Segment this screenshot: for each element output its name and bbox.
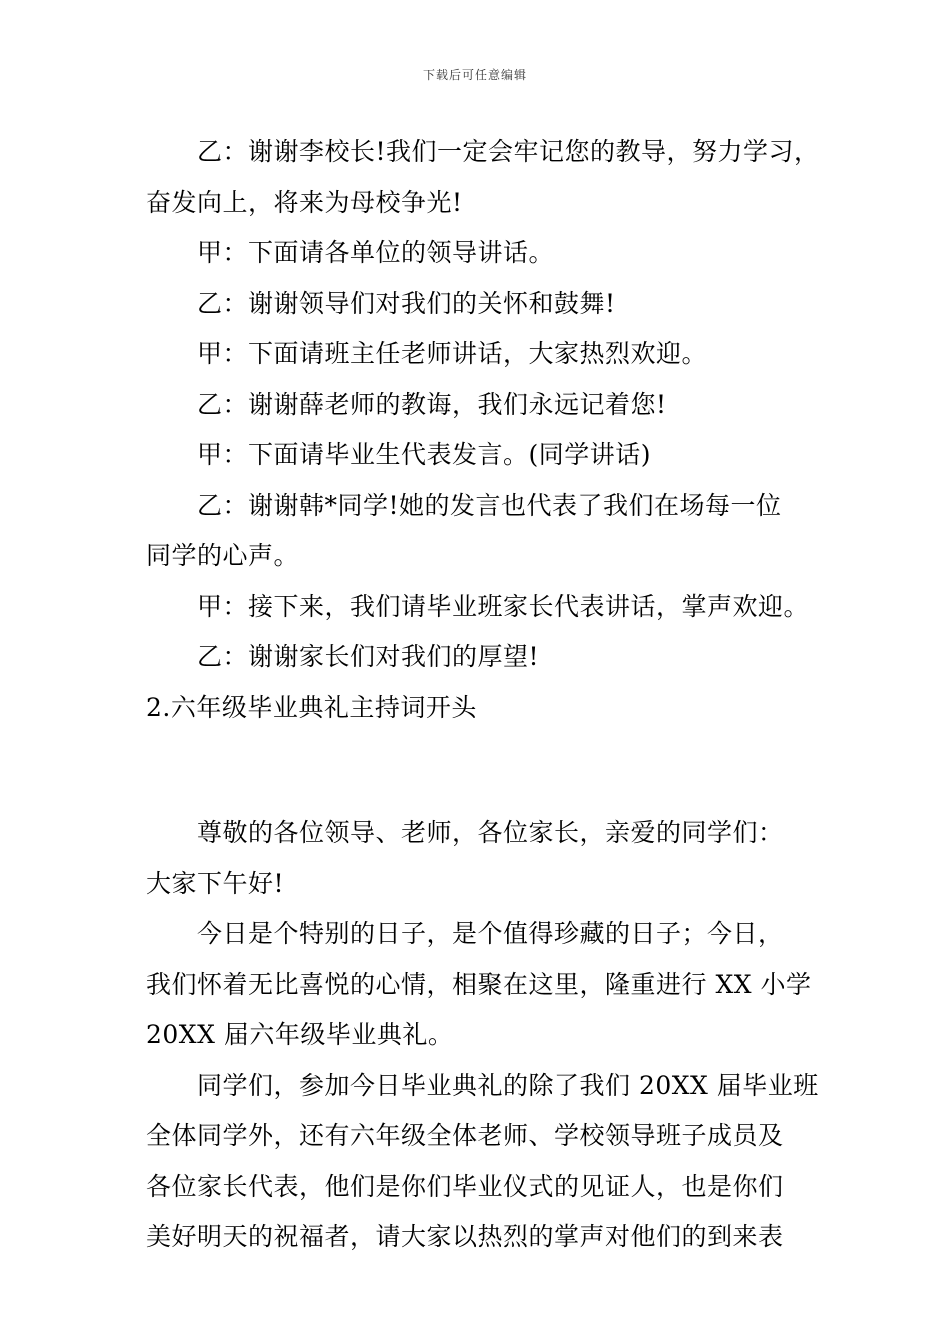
text-line: 同学的心声。 [146,541,300,570]
text-line: 甲：接下来，我们请毕业班家长代表讲话，掌声欢迎。 [197,591,810,621]
text-line: 乙：谢谢韩*同学!她的发言也代表了我们在场每一位 [197,490,782,520]
text-line: 乙：谢谢家长们对我们的厚望! [197,642,540,671]
text-line: 大家下午好! [146,868,285,898]
text-line: 尊敬的各位领导、老师，各位家长，亲爱的同学们： [197,818,784,847]
text-line: 乙：谢谢薛老师的教诲，我们永远记着您! [197,389,667,419]
document-body [146,127,826,1263]
text-line: 20XX 届六年级毕业典礼。 [146,1020,454,1049]
text-line: 乙：谢谢领导们对我们的关怀和鼓舞! [197,288,616,318]
text-line: 今日是个特别的日子，是个值得珍藏的日子；今日， [197,919,784,948]
text-line: 甲：下面请各单位的领导讲话。 [197,238,555,267]
text-line: 2.六年级毕业典礼主持词开头 [146,692,477,722]
blank-gap [146,733,826,808]
text-line: 乙：谢谢李校长!我们一定会牢记您的教导，努力学习， [197,137,820,166]
text-line: 甲：下面请班主任老师讲话，大家热烈欢迎。 [197,339,708,368]
page-header: 下载后可任意编辑 [422,68,527,82]
text-line: 奋发向上，将来为母校争光! [146,187,463,217]
text-line: 甲：下面请毕业生代表发言。(同学讲话) [197,440,652,469]
text-line: 美好明天的祝福者，请大家以热烈的掌声对他们的到来表 [146,1222,784,1251]
text-line: 我们怀着无比喜悦的心情，相聚在这里，隆重进行 XX 小学 [146,969,812,999]
text-line: 同学们，参加今日毕业典礼的除了我们 20XX 届毕业班 [197,1070,819,1100]
text-line: 各位家长代表，他们是你们毕业仪式的见证人，也是你们 [146,1171,784,1201]
text-line: 全体同学外，还有六年级全体老师、学校领导班子成员及 [146,1121,784,1150]
